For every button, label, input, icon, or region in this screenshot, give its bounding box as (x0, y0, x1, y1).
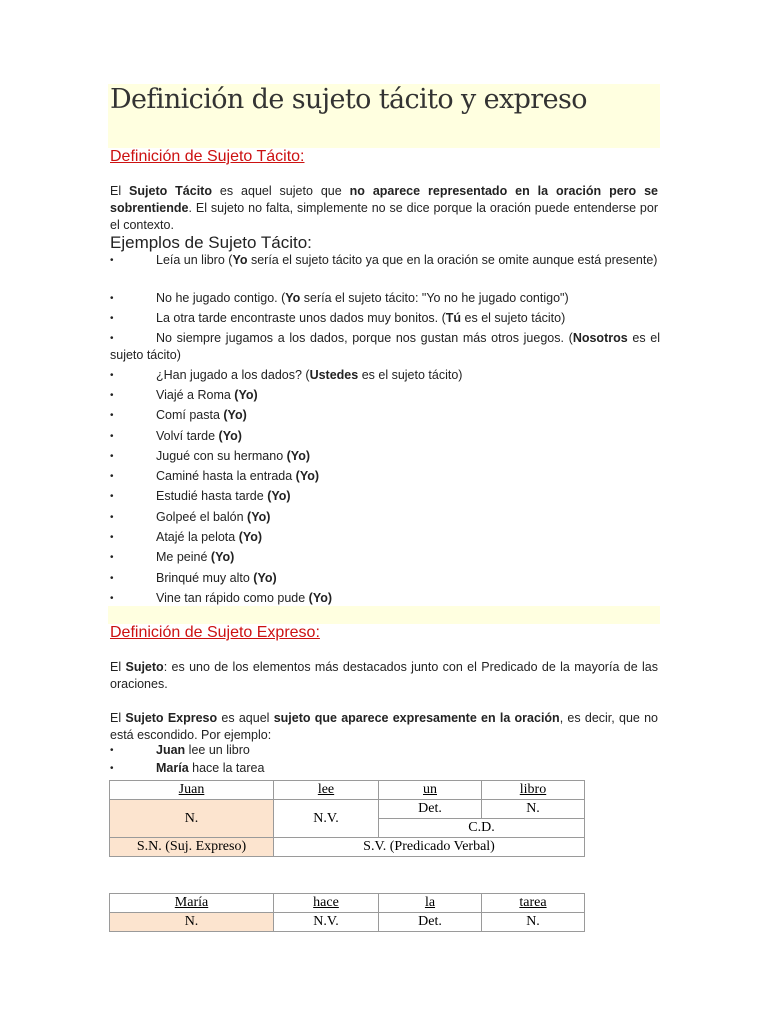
list-item-text (110, 387, 660, 404)
list-item-text (110, 488, 660, 505)
list-item-text (110, 428, 660, 445)
text-run: es el sujeto tácito) (461, 311, 566, 325)
word-cell: Juan (110, 781, 274, 800)
bullet-icon: • (110, 255, 114, 266)
bullet-icon: • (110, 573, 114, 584)
category-cell: N.V. (274, 913, 379, 932)
highlight-band (108, 606, 660, 624)
bullet-icon: • (110, 512, 114, 523)
text-run: El (110, 660, 126, 674)
bold-run: (Yo) (295, 469, 320, 483)
category-cell: N. (110, 913, 274, 932)
bullet-icon: • (110, 370, 114, 381)
text-run: No siempre jugamos a los dados, porque nos gustan más otros juegos. ( (156, 331, 573, 345)
bullet-icon: • (110, 552, 114, 563)
list-item (110, 407, 660, 424)
function-cell-cd: C.D. (379, 819, 585, 838)
bold-run: sujeto que aparece expresamente en la oración (273, 711, 560, 725)
list-item-text (110, 330, 660, 364)
heading-sujeto-expreso: Definición de Sujeto Expreso: (110, 624, 320, 641)
bold-run: (Yo) (308, 591, 333, 605)
bold-run: Tú (445, 311, 462, 325)
text-run: Brinqué muy alto (156, 571, 254, 585)
bold-run: Nosotros (572, 331, 628, 345)
text-run: lee un libro (185, 743, 250, 757)
list-item (110, 742, 660, 759)
list-item-text (110, 570, 660, 587)
text-run: hace la tarea (188, 761, 265, 775)
text-run: es aquel (217, 711, 274, 725)
text-run: Atajé la pelota (156, 530, 239, 544)
list-item (110, 290, 660, 307)
list-item (110, 330, 660, 364)
bold-run: Sujeto Expreso (125, 711, 218, 725)
bold-run: Ustedes (309, 368, 359, 382)
list-item-text (110, 549, 660, 566)
function-cell-sv: S.V. (Predicado Verbal) (274, 838, 585, 857)
list-item-text (110, 590, 660, 607)
bold-run: Yo (232, 253, 248, 267)
list-item-text (110, 290, 660, 307)
list-item (110, 428, 660, 445)
list-item (110, 252, 660, 269)
bullet-icon: • (110, 491, 114, 502)
text-run: Jugué con su hermano (156, 449, 287, 463)
list-item-text (110, 252, 660, 269)
word-cell: un (379, 781, 482, 800)
text-run: Leía un libro ( (156, 253, 233, 267)
text-run: Volví tarde (156, 429, 219, 443)
word-cell: hace (274, 894, 379, 913)
bold-run: (Yo) (238, 530, 263, 544)
bold-run: Sujeto Tácito (129, 184, 212, 198)
text-run: sería el sujeto tácito ya que en la oración se omite aunque está presente) (247, 253, 658, 267)
category-cell: N.V. (274, 800, 379, 838)
bullet-icon: • (110, 390, 114, 401)
word-cell: la (379, 894, 482, 913)
word-cell: María (110, 894, 274, 913)
text-run: es aquel sujeto que (211, 184, 350, 198)
bold-run: (Yo) (267, 489, 291, 503)
list-item-text (110, 468, 660, 485)
text-run: es el sujeto tácito) (110, 331, 660, 362)
bullet-icon: • (110, 410, 114, 421)
expreso-definition (110, 710, 658, 744)
function-cell-sn: S.N. (Suj. Expreso) (110, 838, 274, 857)
list-item (110, 529, 660, 546)
list-item (110, 367, 660, 384)
bold-run: Sujeto (125, 660, 164, 674)
text-run: : es uno de los elementos más destacados junto con el Predicado de la mayoría de las oraciones. (110, 660, 658, 691)
list-item (110, 448, 660, 465)
text-run: Estudié hasta tarde (156, 489, 268, 503)
bullet-icon: • (110, 471, 114, 482)
bold-run: (Yo) (223, 408, 247, 422)
list-item (110, 760, 660, 777)
bullet-icon: • (110, 451, 114, 462)
category-cell: N. (482, 800, 585, 819)
list-item (110, 509, 660, 526)
text-run: Golpeé el balón (156, 510, 248, 524)
text-run: , es decir, que no está escondido. Por ejemplo: (110, 711, 659, 742)
text-run: Me peiné (156, 550, 211, 564)
bullet-icon: • (110, 745, 114, 756)
bullet-icon: • (110, 763, 114, 774)
expreso-sujeto-definition (110, 659, 658, 693)
tacito-definition (110, 183, 658, 234)
bold-run: no aparece representado en la oración pero se sobrentiende (110, 184, 658, 215)
list-item-text (110, 742, 660, 759)
text-run: es el sujeto tácito) (358, 368, 463, 382)
category-cell: Det. (379, 913, 482, 932)
text-run: El (110, 184, 130, 198)
word-cell: tarea (482, 894, 585, 913)
bold-run: (Yo) (247, 510, 271, 524)
bold-run: Juan (156, 743, 186, 757)
bullet-icon: • (110, 593, 114, 604)
word-cell: lee (274, 781, 379, 800)
bullet-icon: • (110, 333, 114, 344)
text-run: La otra tarde encontraste unos dados muy bonitos. ( (156, 311, 446, 325)
text-run: . El sujeto no falta, simplemente no se dice porque la oración puede entenderse por el contexto. (110, 201, 658, 232)
category-cell: N. (110, 800, 274, 838)
category-cell: N. (482, 913, 585, 932)
bold-run: (Yo) (286, 449, 311, 463)
analysis-table-maria (109, 893, 585, 932)
bullet-icon: • (110, 313, 114, 324)
bold-run: (Yo) (234, 388, 258, 402)
text-run: ¿Han jugado a los dados? ( (156, 368, 310, 382)
text-run: Comí pasta (156, 408, 224, 422)
heading-ejemplos-tacito: Ejemplos de Sujeto Tácito: (110, 233, 312, 252)
list-item (110, 387, 660, 404)
bold-run: (Yo) (218, 429, 242, 443)
list-item (110, 570, 660, 587)
list-item-text (110, 367, 660, 384)
text-run: El (110, 711, 126, 725)
heading-sujeto-tacito: Definición de Sujeto Tácito: (110, 148, 305, 165)
word-cell: libro (482, 781, 585, 800)
analysis-table-juan (109, 780, 585, 857)
bold-run: María (156, 761, 189, 775)
bullet-icon: • (110, 431, 114, 442)
bold-run: (Yo) (253, 571, 277, 585)
list-item (110, 549, 660, 566)
page-title: Definición de sujeto tácito y expreso (110, 84, 587, 115)
list-item-text (110, 448, 660, 465)
text-run: sería el sujeto tácito: "Yo no he jugado contigo") (300, 291, 569, 305)
bold-run: Yo (285, 291, 301, 305)
list-item-text (110, 529, 660, 546)
list-item-text (110, 310, 660, 327)
list-item-text (110, 509, 660, 526)
text-run: No he jugado contigo. ( (156, 291, 286, 305)
text-run: Vine tan rápido como pude (156, 591, 309, 605)
list-item (110, 310, 660, 327)
bullet-icon: • (110, 293, 114, 304)
list-item-text (110, 407, 660, 424)
text-run: Caminé hasta la entrada (156, 469, 296, 483)
text-run: Viajé a Roma (156, 388, 235, 402)
list-item (110, 488, 660, 505)
category-cell: Det. (379, 800, 482, 819)
bold-run: (Yo) (210, 550, 235, 564)
list-item-text (110, 760, 660, 777)
list-item (110, 468, 660, 485)
list-item (110, 590, 660, 607)
bullet-icon: • (110, 532, 114, 543)
